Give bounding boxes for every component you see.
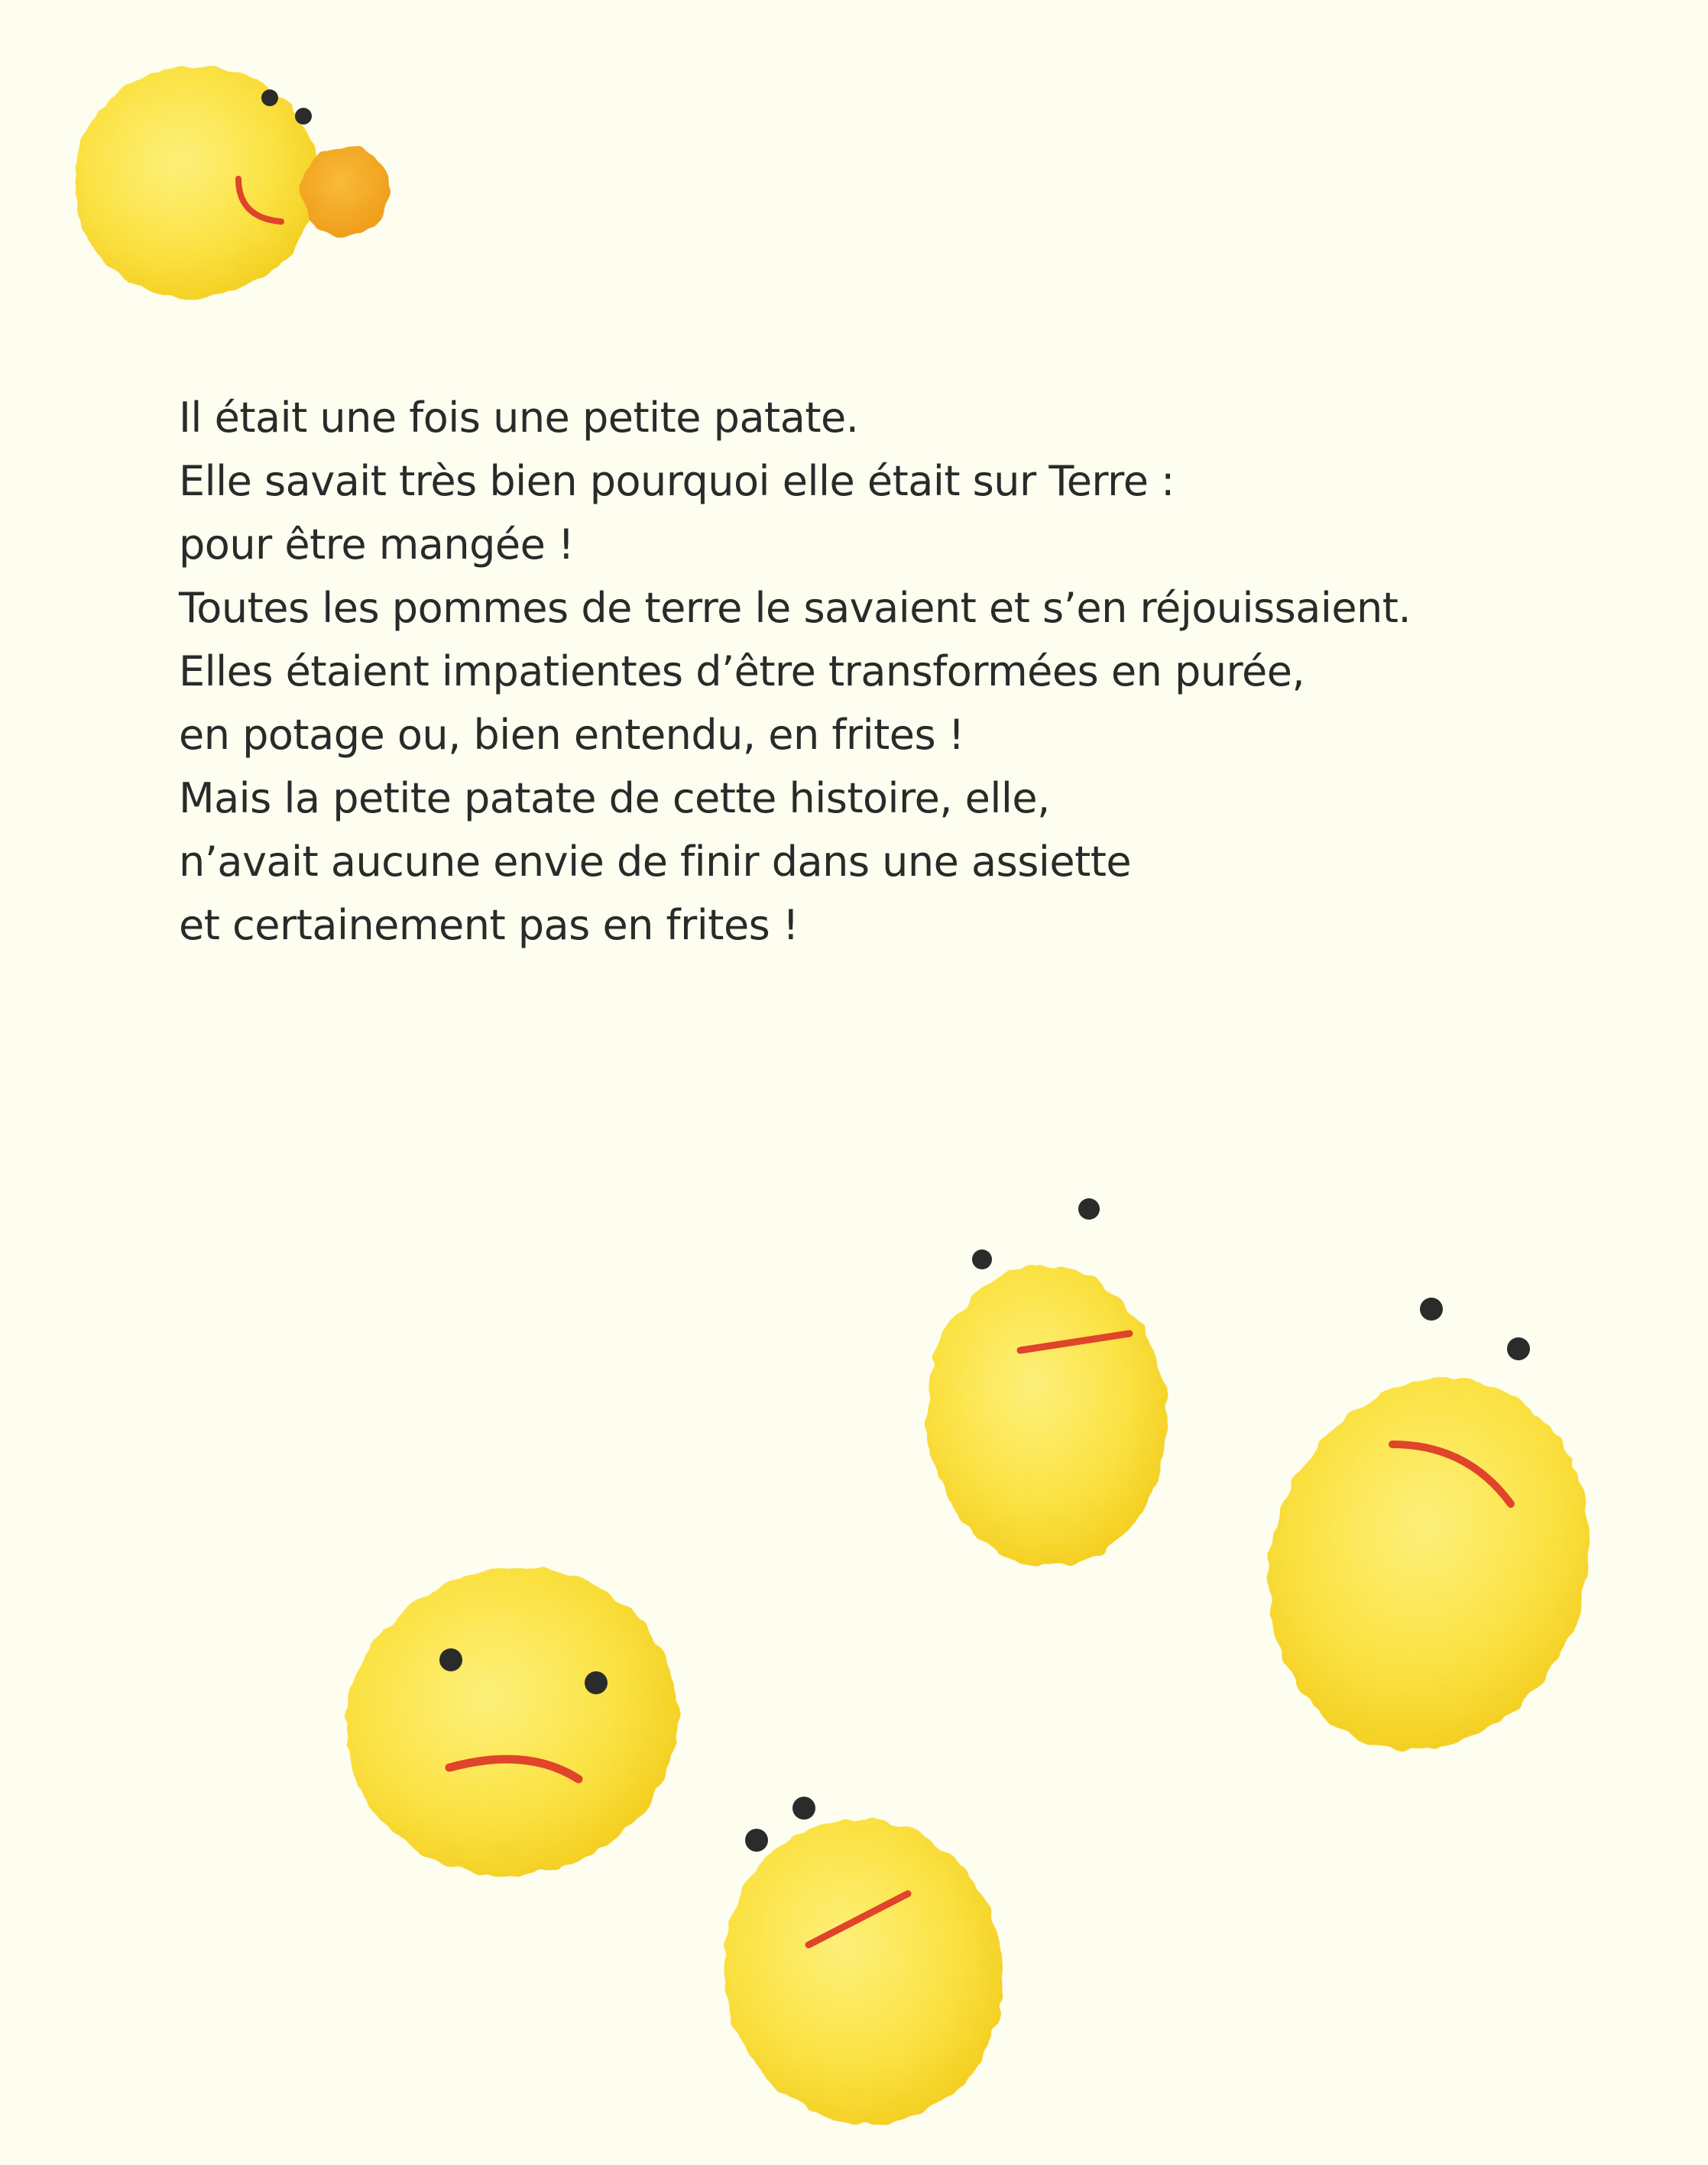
neutral-potato-top: [917, 1198, 1178, 1574]
smiling-potato-with-orange-nose: [54, 47, 390, 318]
potato-body: [54, 47, 335, 318]
neutral-potato-bottom: [695, 1794, 1031, 2150]
orange-nose: [301, 147, 390, 235]
potato-eye-right: [1507, 1337, 1530, 1360]
story-line: en potage ou, bien entendu, en frites !: [179, 711, 964, 759]
potato-eye-left: [1420, 1298, 1443, 1321]
sad-potato-right: [1221, 1298, 1637, 1793]
potato-body: [1221, 1336, 1637, 1792]
potato-eye-left: [439, 1648, 462, 1671]
potato-eye-right: [792, 1797, 815, 1820]
potato-eye-right: [585, 1671, 608, 1694]
potato-eye-left: [745, 1829, 768, 1852]
story-line: Toutes les pommes de terre le savaient et s’en réjouissaient.: [179, 584, 1411, 632]
potato-eye-left: [261, 89, 278, 106]
story-line: n’avait aucune envie de finir dans une assiette: [179, 838, 1132, 886]
potato-eye-right: [295, 108, 312, 125]
story-line: Elle savait très bien pourquoi elle était sur Terre :: [179, 457, 1175, 505]
story-line: pour être mangée !: [179, 520, 575, 569]
story-line: Il était une fois une petite patate.: [179, 394, 859, 442]
frowning-potato-left: [312, 1531, 713, 1912]
potato-eye-left: [972, 1249, 992, 1269]
story-text: [179, 386, 1593, 957]
story-line: Mais la petite patate de cette histoire, elle,: [179, 774, 1050, 822]
story-line: et certainement pas en frites !: [179, 901, 799, 949]
story-line: Elles étaient impatientes d’être transformées en purée,: [179, 647, 1305, 695]
potato-body: [312, 1531, 713, 1912]
potato-body: [695, 1794, 1031, 2150]
potato-body: [917, 1258, 1178, 1575]
potato-eye-right: [1078, 1198, 1100, 1220]
